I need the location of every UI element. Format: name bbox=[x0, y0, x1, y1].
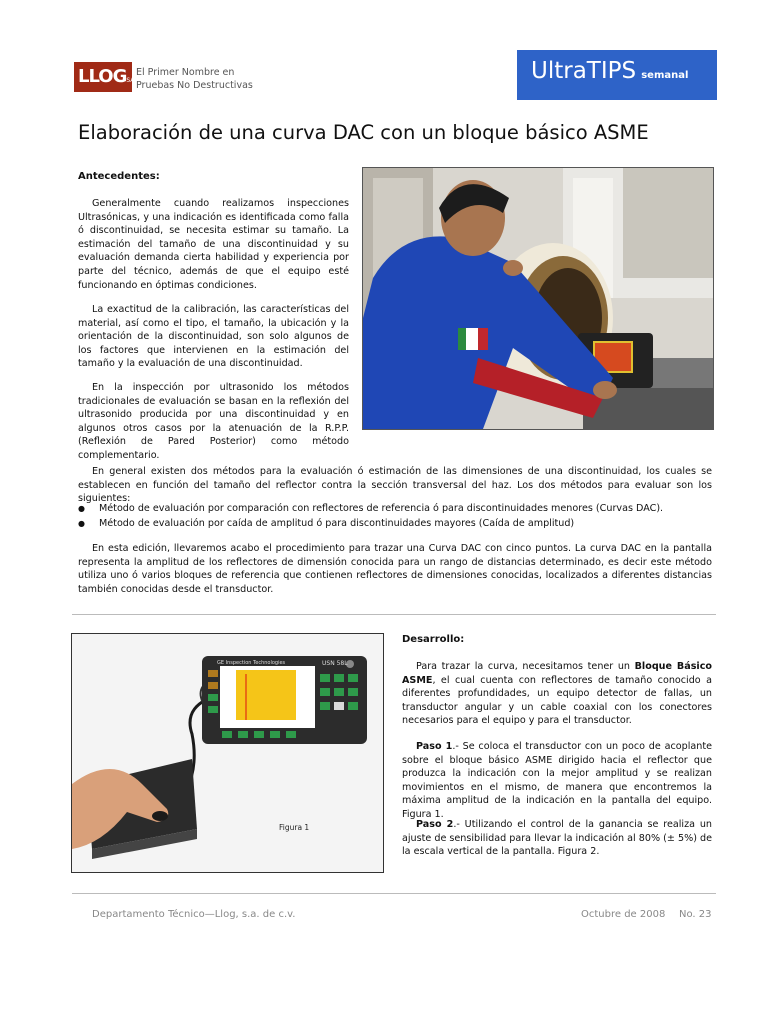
brand-title: UltraTIPS bbox=[531, 58, 637, 84]
paragraph-6-text-post: , el cual cuenta con reflectores de tamaño conocido a diferentes profundidades, un equipo detector de fallas, un transductor angular y un cable coaxial con los conectores necesarios para el equipo y para el transductor. bbox=[402, 674, 712, 727]
footer-department: Departamento Técnico—Llog, s.a. de c.v. bbox=[92, 909, 296, 920]
paragraph-6-bold: Bloque Básico ASME bbox=[402, 661, 712, 686]
paragraph-1 bbox=[78, 197, 349, 292]
paragraph-4 bbox=[78, 465, 712, 506]
figure-caption: Figura 1 bbox=[279, 823, 310, 832]
tagline bbox=[136, 66, 253, 92]
figure-1 bbox=[71, 633, 384, 873]
methods-list bbox=[78, 501, 708, 531]
step-1-label: Paso 1 bbox=[416, 741, 453, 752]
section-heading-antecedentes: Antecedentes: bbox=[78, 171, 160, 182]
logo-subtext: SA de CV bbox=[78, 77, 135, 118]
footer-date: Octubre de 2008 bbox=[581, 909, 666, 920]
company-logo bbox=[74, 62, 135, 118]
paragraph-2-text: La exactitud de la calibración, las características del material, así como el tipo, el tamaño, la ubicación y la orientación de la discontinuidad, son solo algunos de los factores que intervienen en la estimación del tamaño y la evaluación de una discontinuidad. bbox=[78, 304, 349, 370]
paragraph-6-text-pre: Para trazar la curva, necesitamos tener un bbox=[416, 661, 635, 672]
paragraph-3 bbox=[78, 381, 349, 463]
tagline-line-1: El Primer Nombre en bbox=[136, 67, 235, 78]
list-item: ● Método de evaluación por caída de amplitud ó para discontinuidades mayores (Caída de amplitud) bbox=[78, 516, 708, 531]
page-title: Elaboración de una curva DAC con un bloque básico ASME bbox=[78, 121, 649, 144]
logo-text: LLOG bbox=[78, 66, 127, 87]
paragraph-7 bbox=[402, 740, 712, 822]
paragraph-3-text: En la inspección por ultrasonido los métodos tradicionales de evaluación se basan en la reflexión del ultrasonido producida por una discontinuidad y en algunos otros casos por la atenuación de la R.P.P. (Reflexión de Pared Posterior) como método complementario. bbox=[78, 382, 349, 461]
step-2-text: .- Utilizando el control de la ganancia se realiza un ajuste de sensibilidad para llevar la indicación al 80% (± 5%) de la escala vertical de la pantalla. Figura 2. bbox=[402, 819, 712, 858]
list-item: ● Método de evaluación por comparación con reflectores de referencia ó para discontinuidades menores (Curvas DAC). bbox=[78, 501, 708, 516]
paragraph-4-text: En general existen dos métodos para la evaluación ó estimación de las dimensiones de una discontinuidad, los cuales se establecen en función del tamaño del reflector contra la sección transversal del haz. Los dos métodos para evaluar son los siguientes: bbox=[78, 466, 712, 505]
section-heading-desarrollo: Desarrollo: bbox=[402, 634, 465, 645]
divider bbox=[72, 614, 716, 615]
paragraph-5-text: En esta edición, llevaremos acabo el procedimiento para trazar una Curva DAC con cinco puntos. La curva DAC en la pantalla representa la amplitud de los reflectores de dimensión conocida para un rango de distancias determinado, es decir este método utiliza uno ó varios bloques de referencia que contienen reflectores de dimensiones conocidas, localizados a diferentes distancias también conocidas desde el transductor. bbox=[78, 543, 712, 595]
paragraph-5 bbox=[78, 542, 712, 596]
step-1-text: .- Se coloca el transductor con un poco de acoplante sobre el bloque básico ASME dirigido hacia el reflector que produzca la indicación con la mejor amplitud y se realizan movimientos en el mismo, de manera que encontremos la máxima amplitud de la indicación en la pantalla del equipo. Figura 1. bbox=[402, 741, 712, 820]
technician-photo-illustration bbox=[363, 168, 713, 429]
paragraph-2 bbox=[78, 303, 349, 371]
paragraph-6 bbox=[402, 660, 712, 728]
brand-subtitle: semanal bbox=[641, 70, 689, 81]
paragraph-1-text: Generalmente cuando realizamos inspecciones Ultrasónicas, y una indicación es identificada como falla ó discontinuidad, se necesita estimar su tamaño. La estimación del tamaño de una discontinuidad y su evaluación demanda cierta habilidad y experiencia por parte del técnico, además de que el equipo esté funcionando en óptimas condiciones. bbox=[78, 198, 349, 291]
brand-banner bbox=[517, 50, 717, 100]
technician-inspection-photo bbox=[362, 167, 714, 430]
tagline-line-2: Pruebas No Destructivas bbox=[136, 80, 253, 91]
paragraph-8 bbox=[402, 818, 712, 859]
device-brand-label: GE Inspection Technologies bbox=[217, 660, 286, 666]
divider bbox=[72, 893, 716, 894]
device-model-label: USN 58L bbox=[322, 660, 348, 667]
flaw-detector-photo-illustration bbox=[72, 634, 383, 872]
step-2-label: Paso 2 bbox=[416, 819, 454, 830]
footer-issue-number: No. 23 bbox=[679, 909, 712, 920]
